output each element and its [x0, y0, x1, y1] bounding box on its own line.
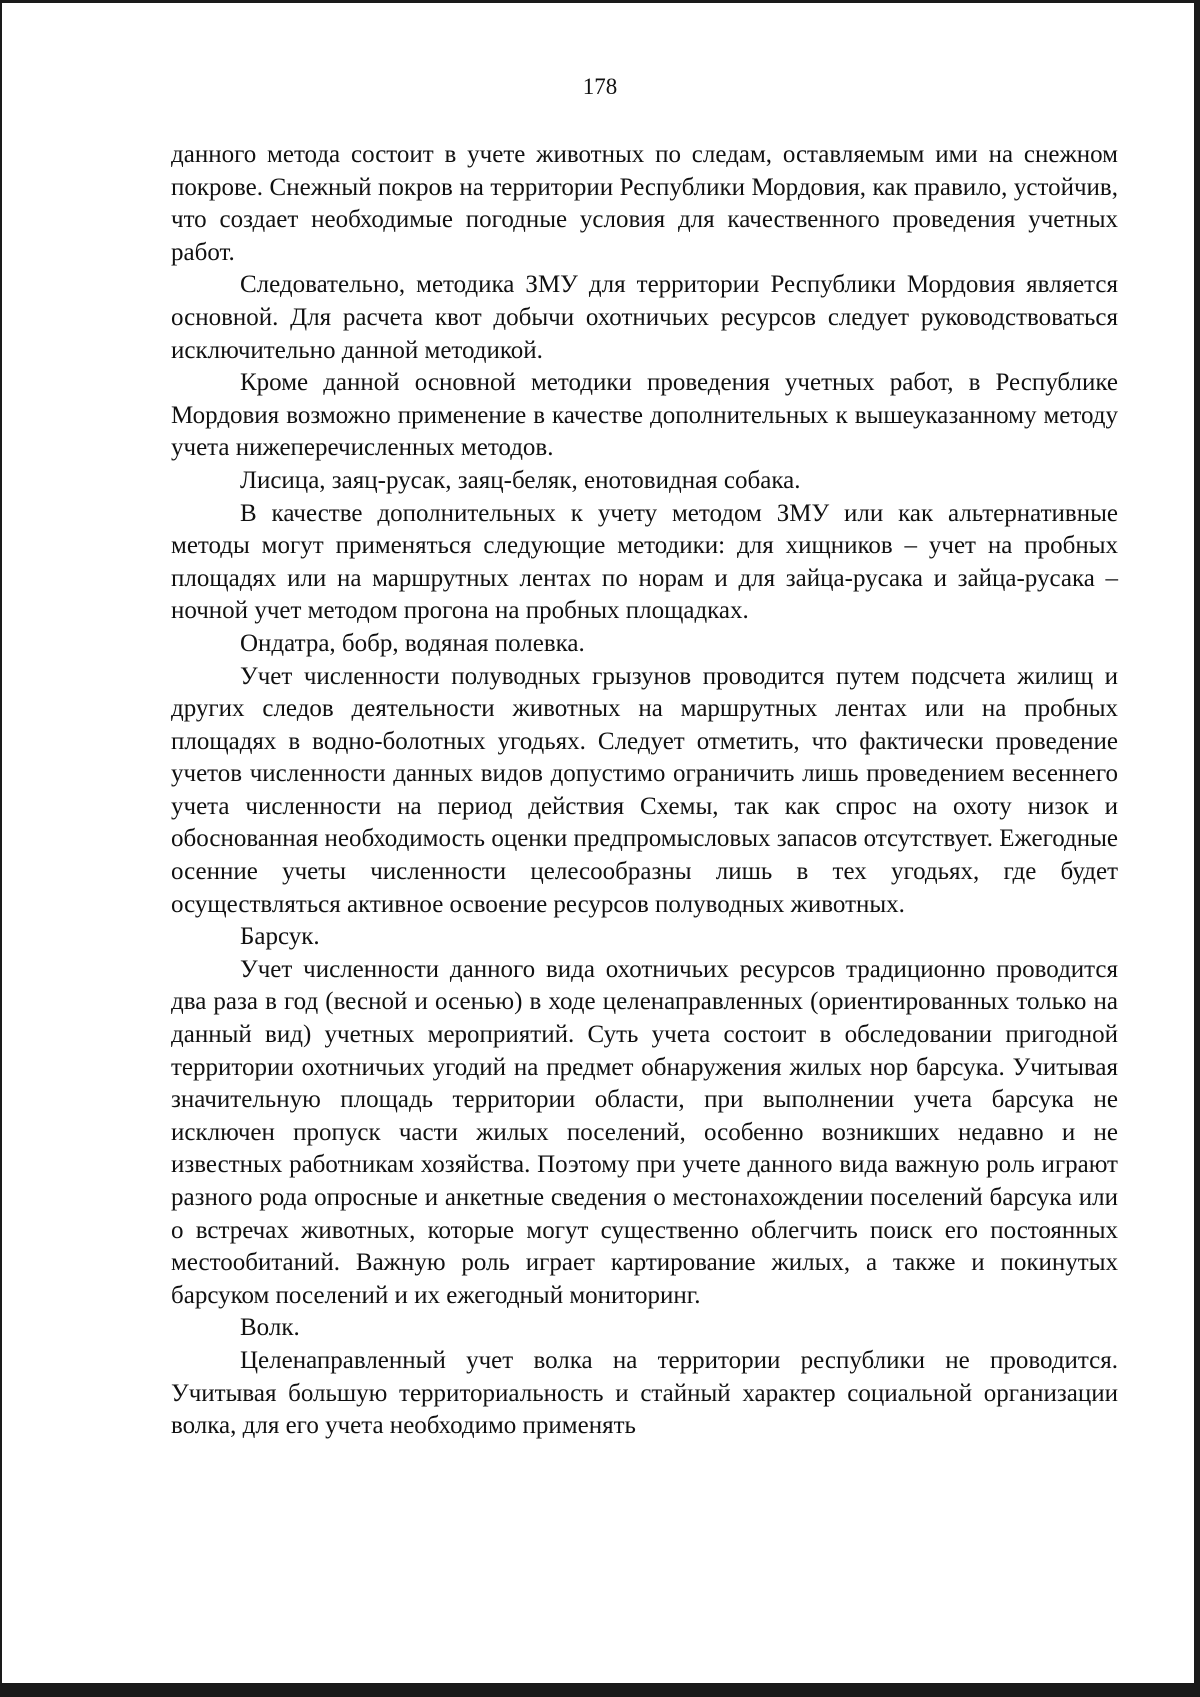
paragraph-9: Учет численности данного вида охотничьих ресурсов традиционно проводится два раза в год (весной и осенью) в ходе целенаправленных (ориентированных только на данный вид) учетных мероприятий. Суть учета состоит в обследовании пригодной территории охотничьих угодий на предмет обнаружения жилых нор барсука. Учитывая значительную площадь территории области, при выполнении учета барсука не исключен пропуск части жилых поселений, особенно возникших недавно и не известных работникам хозяйства. Поэтому при учете данного вида важную роль играют разного рода опросные и анкетные сведения о местонахождении поселений барсука или о встречах животных, которые могут существенно облегчить поиск его постоянных местообитаний. Важную роль играет картирование жилых, а также и покинутых барсуком поселений и их ежегодный мониторинг.	[171, 955, 1118, 1309]
paragraph-5: В качестве дополнительных к учету методом ЗМУ или как альтернативные методы могут применяться следующие методики: для хищников – учет на пробных площадях или на маршрутных лентах по норам и для зайца-русака и зайца-русака – ночной учет методом прогона на пробных площадках.	[171, 499, 1118, 625]
paragraph-3: Кроме данной основной методики проведения учетных работ, в Республике Мордовия возможно применение в качестве дополнительных к вышеуказанному методу учета нижеперечисленных методов.	[171, 369, 1118, 462]
paragraph-11: Целенаправленный учет волка на территории республики не проводится. Учитывая большую территориальность и стайный характер социальной организации волка, для его учета необходимо применять	[171, 1346, 1118, 1440]
document-body	[171, 139, 1118, 1443]
species-heading-muskrat-beaver: Ондатра, бобр, водяная полевка.	[240, 629, 585, 657]
page-number: 178	[582, 74, 618, 99]
paragraph-7: Учет численности полуводных грызунов проводится путем подсчета жилищ и других следов деятельности животных на маршрутных лентах или на пробных площадях в водно-болотных угодьях. Следует отметить, что фактически проведение учетов численности данных видов допустимо ограничить лишь проведением весеннего учета численности на период действия Схемы, так как спрос на охоту низок и обоснованная необходимость оценки предпромысловых запасов отсутствует. Ежегодные осенние учеты численности целесообразны лишь в тех угодьях, где будет осуществляться активное освоение ресурсов полуводных животных.	[171, 662, 1118, 918]
species-heading-badger: Барсук.	[240, 923, 320, 951]
paragraph-1: данного метода состоит в учете животных по следам, оставляемым ими на снежном покрове. Снежный покров на территории Республики Мордовия, как правило, устойчив, что создает необходимые погодные условия для качественного проведения учетных работ.	[171, 141, 1118, 266]
species-heading-fox-hare: Лисица, заяц-русак, заяц-беляк, енотовидная собака.	[240, 466, 801, 494]
paragraph-2: Следовательно, методика ЗМУ для территории Республики Мордовия является основной. Для расчета квот добычи охотничьих ресурсов следует руководствоваться исключительно данной методикой.	[171, 271, 1118, 364]
species-heading-wolf: Волк.	[240, 1314, 300, 1342]
